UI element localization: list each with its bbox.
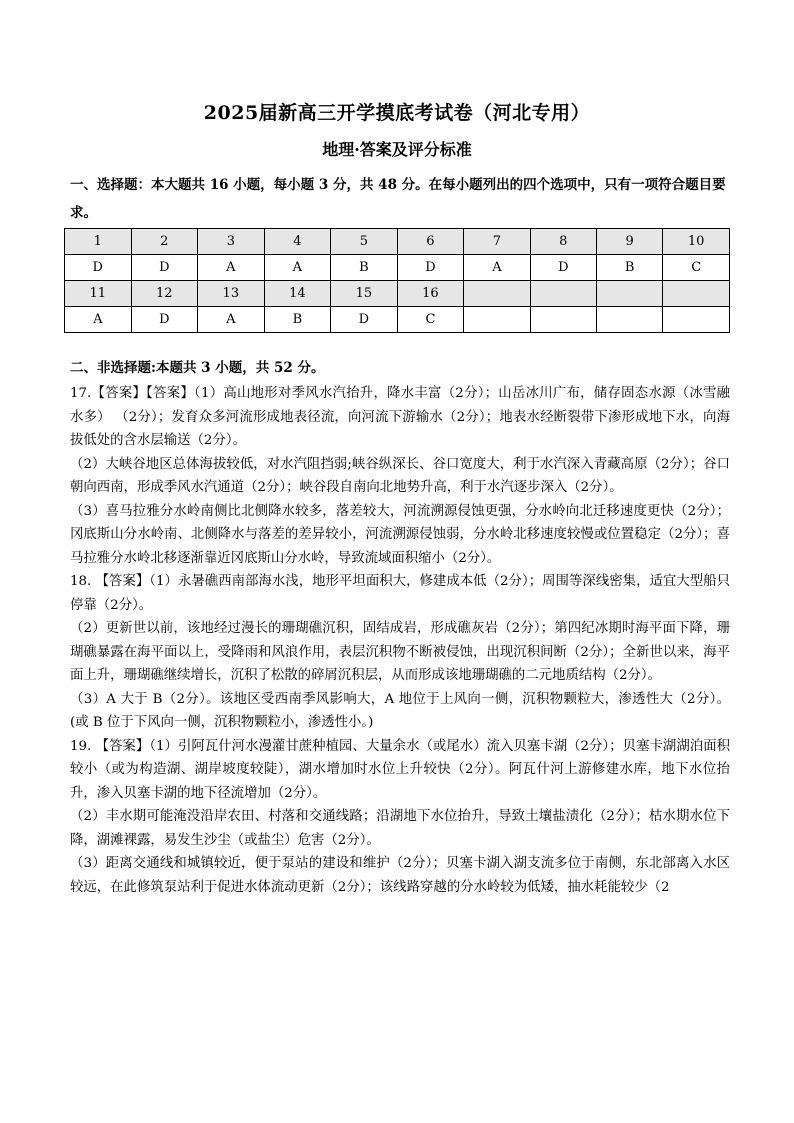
question-number-cell: 16 <box>397 281 464 307</box>
question-number-cell: 7 <box>464 229 530 255</box>
question-number-cell: 3 <box>198 229 265 255</box>
empty-cell <box>663 281 730 307</box>
question-number-cell: 9 <box>596 229 662 255</box>
answer-cell: B <box>596 255 662 281</box>
q18-part3: （3）A 大于 B（2分）。该地区受西南季风影响大，A 地位于上风向一侧，沉积物颗粒大，渗透性大（2分）。(或 B 位于下风向一侧，沉积物颗粒小，渗透性小。) <box>70 691 730 730</box>
q19-part3: （3）距离交通线和城镇较近，便于泵站的建设和维护（2分）；贝塞卡湖入湖支流多位于南侧，东北部离入水区较远，在此修筑泵站利于促进水体流动更新（2分）；该线路穿越的分水岭较为低矮，抽水耗能较少（2 <box>70 856 730 895</box>
question-number-cell: 10 <box>663 229 730 255</box>
empty-cell <box>663 307 730 333</box>
question-number-cell: 2 <box>131 229 198 255</box>
question-number-cell: 4 <box>264 229 331 255</box>
q18-part2: （2）更新世以前，该地经过漫长的珊瑚礁沉积，固结成岩，形成礁灰岩（2分）；第四纪冰期时海平面下降，珊瑚礁暴露在海平面以上，受降雨和风浪作用，表层沉积物不断被侵蚀，出现沉积间断（2分）；全新世以来，海平面上升，珊瑚礁继续增长，沉积了松散的碎屑沉积层，从而形成该地珊瑚礁的二元地质结构（2分）。 <box>70 621 730 683</box>
q18-part1: 18. 【答案】（1）永暑礁西南部海水浅，地形平坦面积大，修建成本低（2分）；周围等深线密集，适宜大型船只停靠（2分）。 <box>70 574 730 613</box>
empty-cell <box>596 281 662 307</box>
question-number-cell: 14 <box>264 281 331 307</box>
answer-cell: A <box>264 255 331 281</box>
section1-heading: 一、选择题：本大题共 16 小题，每小题 3 分，共 48 分。在每小题列出的四个选项中，只有一项符合题目要求。 <box>70 177 726 221</box>
q17-part2: （2）大峡谷地区总体海拔较低，对水汽阻挡弱;峡谷纵深长、谷口宽度大，利于水汽深入青藏高原（2分）；谷口朝向西南，形成季风水汽通道（2分）；峡谷段自南向北地势升高，利于水汽逐步深入（2分）。 <box>70 456 730 495</box>
table-row-numbers-1 <box>65 229 730 255</box>
question-number-cell: 12 <box>131 281 198 307</box>
answer-cell: D <box>331 307 398 333</box>
question-number-cell: 11 <box>65 281 132 307</box>
question-number-cell: 8 <box>530 229 596 255</box>
question-number-cell: 13 <box>198 281 265 307</box>
q19-part2: （2）丰水期可能淹没沿岸农田、村落和交通线路；沿湖地下水位抬升，导致土壤盐渍化（2分）；枯水期水位下降，湖滩裸露，易发生沙尘（或盐尘）危害（2分）。 <box>70 809 730 848</box>
answer-cell: C <box>663 255 730 281</box>
empty-cell <box>530 281 596 307</box>
question-number-cell: 5 <box>331 229 398 255</box>
answer-cell: A <box>198 307 265 333</box>
empty-cell <box>596 307 662 333</box>
empty-cell <box>530 307 596 333</box>
answer-cell: D <box>131 255 198 281</box>
question-number-cell: 1 <box>65 229 132 255</box>
answer-table <box>64 228 730 333</box>
empty-cell <box>464 307 530 333</box>
page-title: 2025届新高三开学摸底考试卷（河北专用） <box>203 102 591 124</box>
table-row-numbers-2 <box>65 281 730 307</box>
answer-cell: B <box>331 255 398 281</box>
page-subtitle: 地理·答案及评分标准 <box>322 140 472 159</box>
q19-part1: 19. 【答案】（1）引阿瓦什河水漫灌甘蔗种植园、大量余水（或尾水）流入贝塞卡湖（2分）；贝塞卡湖湖泊面积较小（或为构造湖、湖岸坡度较陡），湖水增加时水位上升较快（2分）。阿瓦什河上游修建水库，地下水位抬升，渗入贝塞卡湖的地下径流增加（2分）。 <box>70 738 731 801</box>
section2-heading: 二、非选择题:本题共 3 小题，共 52 分。 <box>70 360 325 376</box>
answer-body <box>70 382 730 899</box>
empty-cell <box>464 281 530 307</box>
q17-part3: （3）喜马拉雅分水岭南侧比北侧降水较多，落差较大，河流溯源侵蚀更强，分水岭向北迁移速度更快（2分）；冈底斯山分水岭南、北侧降水与落差的差异较小，河流溯源侵蚀弱，分水岭北移速度较慢或位置稳定（2分）；喜马拉雅分水岭北移逐渐靠近冈底斯山分水岭，导致流域面积缩小（2分）。 <box>70 503 730 566</box>
answer-cell: C <box>397 307 464 333</box>
question-number-cell: 15 <box>331 281 398 307</box>
q17-part1: 17.【答案】【答案】（1）高山地形对季风水汽抬升，降水丰富（2分）；山岳冰川广布，储存固态水源（冰雪融水多） （2分）；发育众多河流形成地表径流，向河流下游输水（2分）；地表水经断裂带下渗形成地下水，向海拔低处的含水层输送（2分）。 <box>70 386 730 448</box>
answer-cell: A <box>198 255 265 281</box>
answer-cell: D <box>530 255 596 281</box>
answer-cell: D <box>65 255 132 281</box>
answer-cell: A <box>65 307 132 333</box>
answer-cell: D <box>397 255 464 281</box>
table-row-answers-1 <box>65 255 730 281</box>
question-number-cell: 6 <box>397 229 464 255</box>
table-row-answers-2 <box>65 307 730 333</box>
answer-cell: B <box>264 307 331 333</box>
answer-cell: D <box>131 307 198 333</box>
answer-cell: A <box>464 255 530 281</box>
